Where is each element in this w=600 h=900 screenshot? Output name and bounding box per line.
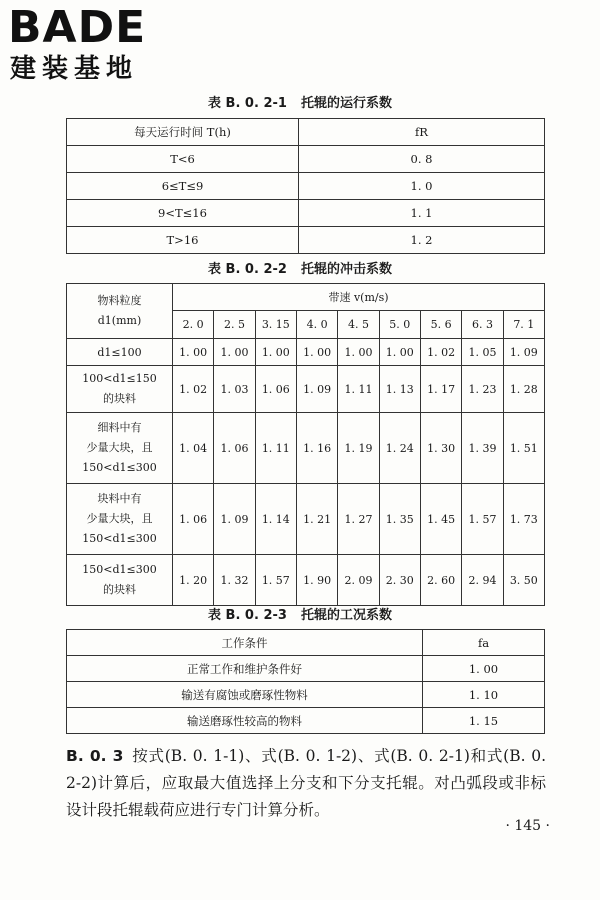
table-cell: 1. 09 <box>296 366 337 413</box>
column-header: 每天运行时间 T(h) <box>67 119 299 146</box>
speed-value: 5. 0 <box>379 311 420 339</box>
table-cell: 1. 09 <box>503 339 544 366</box>
table-cell: 1. 03 <box>214 366 255 413</box>
column-header: fR <box>299 119 545 146</box>
table-row <box>67 200 545 227</box>
row-label <box>67 366 173 413</box>
table-cell: 输送有腐蚀或磨琢性物料 <box>67 682 423 708</box>
table-cell: T>16 <box>67 227 299 254</box>
speed-header: 带速 v(m/s) <box>173 284 545 311</box>
table3-title: 托辊的工况系数 <box>300 608 392 623</box>
table-cell: 1. 45 <box>420 484 461 555</box>
table-cell: 1. 05 <box>462 339 503 366</box>
table-cell: 1. 24 <box>379 413 420 484</box>
column-header: 工作条件 <box>67 630 423 656</box>
row-label <box>67 555 173 606</box>
table-cell: 6≤T≤9 <box>67 173 299 200</box>
table-cell: 1. 00 <box>214 339 255 366</box>
table2-title: 托辊的冲击系数 <box>300 262 392 277</box>
page-number: · 145 · <box>505 818 550 834</box>
table-row <box>67 413 545 484</box>
speed-value: 4. 0 <box>296 311 337 339</box>
cell-line: d1(mm) <box>97 314 142 327</box>
logo-subtitle: 建装基地 <box>10 54 139 84</box>
table-header-row <box>67 630 545 656</box>
table-cell: T<6 <box>67 146 299 173</box>
table-row <box>67 708 545 734</box>
cell-line: 的块料 <box>103 583 136 596</box>
table1-number: 表 B. 0. 2-1 <box>208 96 287 111</box>
table-row <box>67 682 545 708</box>
section-text: 按式(B. 0. 1-1)、式(B. 0. 1-2)、式(B. 0. 2-1)和式(B. 0. 2-2)计算后，应取最大值选择上分支和下分支托辊。对凸弧段或非标设计段托辊载荷应进行专门计算分析。 <box>66 747 547 819</box>
speed-value: 4. 5 <box>338 311 379 339</box>
speed-value: 2. 0 <box>173 311 214 339</box>
table-cell: 1. 27 <box>338 484 379 555</box>
table-cell: 1. 73 <box>503 484 544 555</box>
cell-line: 少量大块，且 <box>86 441 153 454</box>
table-cell: 3. 50 <box>503 555 544 606</box>
speed-value: 7. 1 <box>503 311 544 339</box>
table-header-row <box>67 284 545 311</box>
cell-line: 150<d1≤300 <box>82 461 157 474</box>
table-row <box>67 366 545 413</box>
table-cell: 1. 32 <box>214 555 255 606</box>
table-cell: 1. 21 <box>296 484 337 555</box>
table-cell: 1. 11 <box>255 413 296 484</box>
speed-value: 3. 15 <box>255 311 296 339</box>
table-row <box>67 146 545 173</box>
table-cell: 正常工作和维护条件好 <box>67 656 423 682</box>
table-cell: 1. 06 <box>214 413 255 484</box>
table-header-row <box>67 119 545 146</box>
row-label <box>67 484 173 555</box>
table1-title: 托辊的运行系数 <box>300 96 392 111</box>
table2 <box>66 283 545 606</box>
table-cell: 1. 28 <box>503 366 544 413</box>
row-label: d1≤100 <box>67 339 173 366</box>
table3-number: 表 B. 0. 2-3 <box>208 608 287 623</box>
table-cell: 2. 09 <box>338 555 379 606</box>
table-cell: 1. 19 <box>338 413 379 484</box>
logo-wordmark: BADE <box>8 2 147 53</box>
cell-line: 少量大块，且 <box>86 512 153 525</box>
table3 <box>66 629 545 734</box>
table-cell: 1. 51 <box>503 413 544 484</box>
column-header: fa <box>423 630 545 656</box>
table-cell: 1. 09 <box>214 484 255 555</box>
speed-value: 6. 3 <box>462 311 503 339</box>
table-cell: 2. 30 <box>379 555 420 606</box>
table-cell: 1. 2 <box>299 227 545 254</box>
table-cell: 1. 00 <box>173 339 214 366</box>
table-row <box>67 227 545 254</box>
table2-number: 表 B. 0. 2-2 <box>208 262 287 277</box>
cell-line: 物料粒度 <box>97 294 142 307</box>
table-cell: 1. 90 <box>296 555 337 606</box>
table-cell: 1. 02 <box>173 366 214 413</box>
table-cell: 1. 16 <box>296 413 337 484</box>
row-label <box>67 413 173 484</box>
table-cell: 输送磨琢性较高的物料 <box>67 708 423 734</box>
table-cell: 1. 15 <box>423 708 545 734</box>
table-cell: 1. 0 <box>299 173 545 200</box>
speed-value: 5. 6 <box>420 311 461 339</box>
table3-caption <box>0 608 600 624</box>
table-cell: 1. 39 <box>462 413 503 484</box>
table-row <box>67 484 545 555</box>
table-cell: 1. 57 <box>255 555 296 606</box>
cell-line: 的块料 <box>103 392 136 405</box>
table-cell: 1. 57 <box>462 484 503 555</box>
table-cell: 1. 23 <box>462 366 503 413</box>
speed-value: 2. 5 <box>214 311 255 339</box>
table-cell: 1. 02 <box>420 339 461 366</box>
table-cell: 1. 00 <box>423 656 545 682</box>
table-row <box>67 656 545 682</box>
cell-line: 块料中有 <box>97 492 142 505</box>
table-cell: 1. 00 <box>255 339 296 366</box>
table1-caption <box>0 96 600 112</box>
table-cell: 1. 00 <box>338 339 379 366</box>
table-cell: 1. 30 <box>420 413 461 484</box>
cell-line: 150<d1≤300 <box>82 532 157 545</box>
section-paragraph <box>66 743 546 824</box>
table-cell: 9<T≤16 <box>67 200 299 227</box>
table-cell: 1. 06 <box>255 366 296 413</box>
table-cell: 1. 35 <box>379 484 420 555</box>
table-cell: 1. 17 <box>420 366 461 413</box>
table-cell: 1. 00 <box>296 339 337 366</box>
table-cell: 1. 04 <box>173 413 214 484</box>
logo <box>8 4 178 86</box>
table-cell: 1. 00 <box>379 339 420 366</box>
row-header <box>67 284 173 339</box>
table-row <box>67 555 545 606</box>
table-row <box>67 173 545 200</box>
table-cell: 1. 13 <box>379 366 420 413</box>
table-cell: 0. 8 <box>299 146 545 173</box>
table-cell: 1. 20 <box>173 555 214 606</box>
section-number: B. 0. 3 <box>66 747 124 765</box>
table-cell: 1. 11 <box>338 366 379 413</box>
table2-caption <box>0 262 600 278</box>
table-cell: 1. 1 <box>299 200 545 227</box>
cell-line: 150<d1≤300 <box>82 563 157 576</box>
table-row <box>67 339 545 366</box>
table-cell: 1. 06 <box>173 484 214 555</box>
table-cell: 1. 10 <box>423 682 545 708</box>
table-cell: 2. 94 <box>462 555 503 606</box>
table1 <box>66 118 545 254</box>
cell-line: 细料中有 <box>97 421 142 434</box>
table-cell: 2. 60 <box>420 555 461 606</box>
cell-line: 100<d1≤150 <box>82 372 157 385</box>
table-cell: 1. 14 <box>255 484 296 555</box>
